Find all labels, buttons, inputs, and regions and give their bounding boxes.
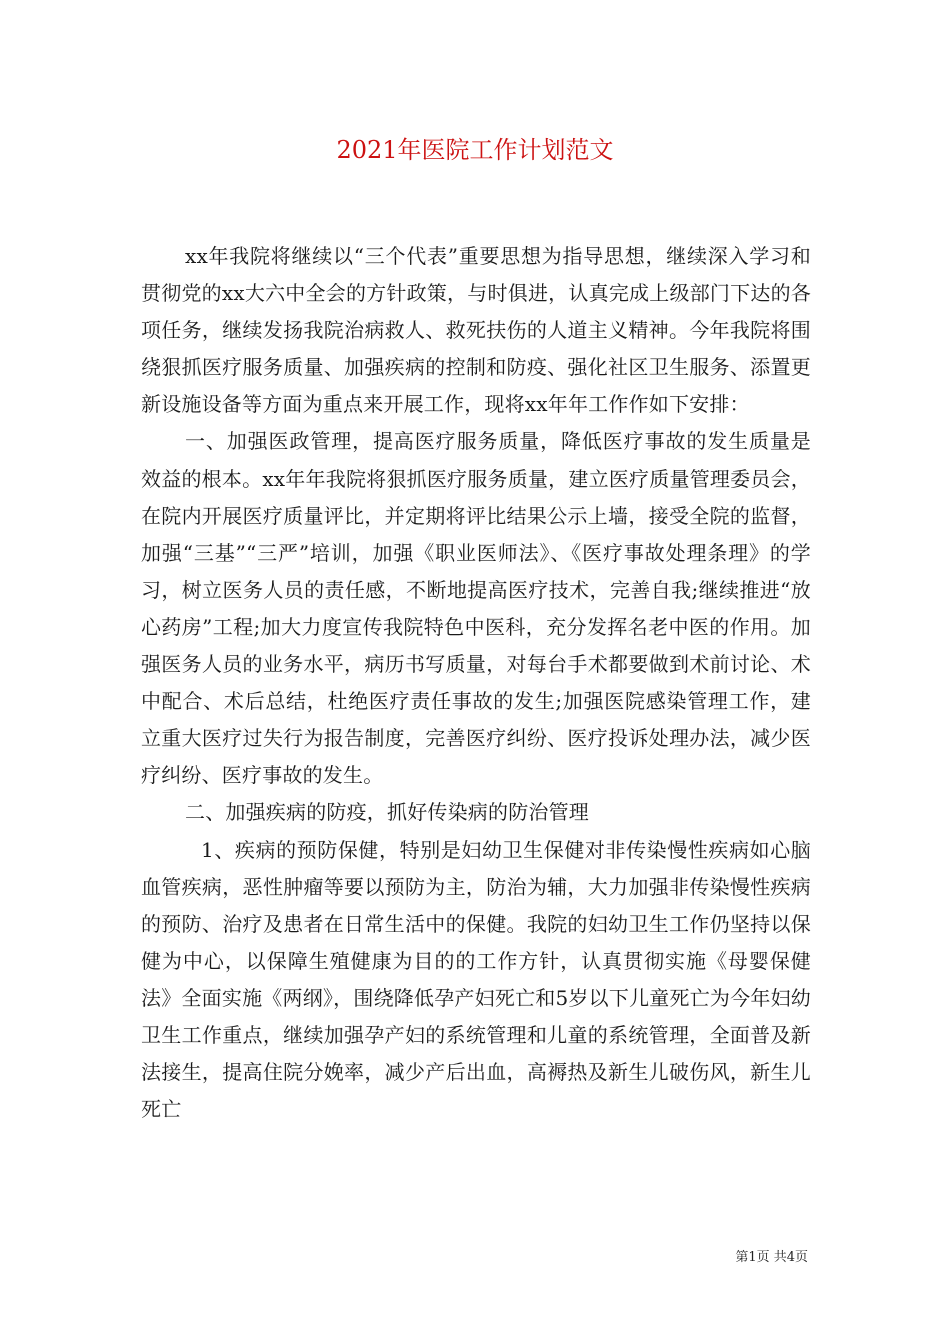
section-1-paragraph: 一、加强医政管理，提高医疗服务质量，降低医疗事故的发生质量是效益的根本。xx年年我院将狠抓医疗服务质量，建立医疗质量管理委员会，在院内开展医疗质量评比，并定期将评比结果公示上墙，接受全院的监督，加强“三基”“三严”培训，加强《职业医师法》、《医疗事故处理条理》的学习，树立医务人员的责任感，不断地提高医疗技术，完善自我;继续推进“放心药房”工程;加大力度宣传我院特色中医科，充分发挥名老中医的作用。加强医务人员的业务水平，病历书写质量，对每台手术都要做到术前讨论、术中配合、术后总结，杜绝医疗责任事故的发生;加强医院感染管理工作，建立重大医疗过失行为报告制度，完善医疗纠纷、医疗投诉处理办法，减少医疗纠纷、医疗事故的发生。 xyxy=(141,429,811,788)
section-2-item-1-paragraph: 1、疾病的预防保健，特别是妇幼卫生保健对非传染慢性疾病如心脑血管疾病，恶性肿瘤等要以预防为主，防治为辅，大力加强非传染慢性疾病的预防、治疗及患者在日常生活中的保健。我院的妇幼卫生工作仍坚持以保健为中心，以保障生殖健康为目的的工作方针，认真贯彻实施《母婴保健法》全面实施《两纲》，围绕降低孕产妇死亡和5岁以下儿童死亡为今年妇幼卫生工作重点，继续加强孕产妇的系统管理和儿童的系统管理，全面普及新法接生，提高住院分娩率，减少产后出血，高褥热及新生儿破伤风，新生儿死亡 xyxy=(141,837,811,1122)
page-title: 2021年医院工作计划范文 xyxy=(336,136,614,164)
section-2-heading: 二、加强疾病的防疫，抓好传染病的防治管理 xyxy=(185,800,589,825)
intro-paragraph: xx年我院将继续以“三个代表”重要思想为指导思想，继续深入学习和贯彻党的xx大六中全会的方针政策，与时俱进，认真完成上级部门下达的各项任务，继续发扬我院治病救人、救死扶伤的人道主义精神。今年我院将围绕狠抓医疗服务质量、加强疾病的控制和防疫、强化社区卫生服务、添置更新设施设备等方面为重点来开展工作，现将xx年年工作作如下安排： xyxy=(141,244,811,417)
page-number: 第1页 共4页 xyxy=(735,1250,808,1265)
document-body xyxy=(141,238,811,1128)
